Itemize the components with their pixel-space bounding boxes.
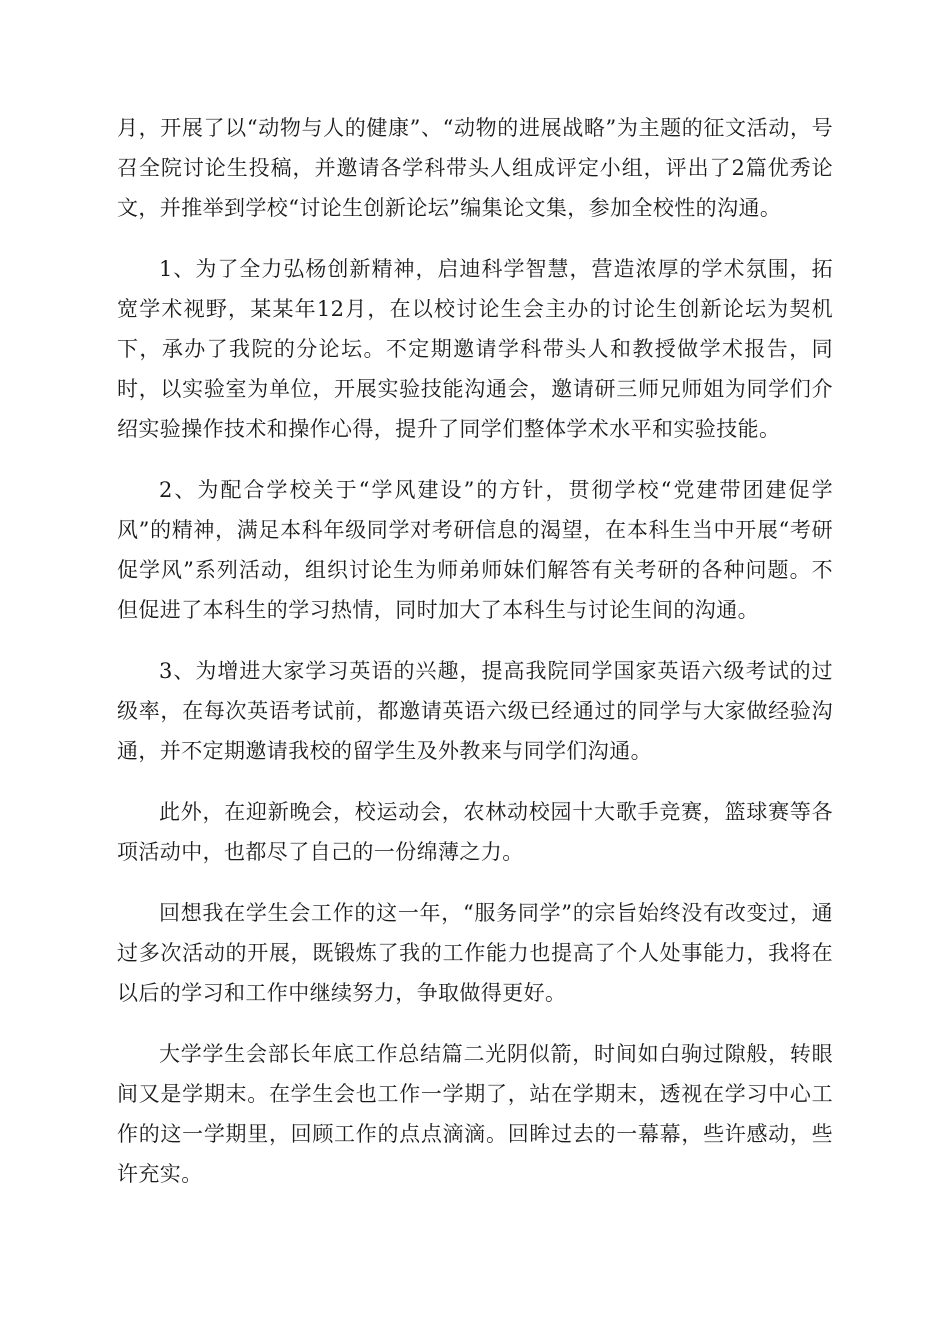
paragraph-other-activities: 此外，在迎新晚会，校运动会，农林动校园十大歌手竞赛，篮球赛等各项活动中，也都尽了自己的一份绵薄之力。: [117, 800, 833, 864]
paragraph-reflection: 回想我在学生会工作的这一年，“服务同学”的宗旨始终没有改变过，通过多次活动的开展，既锻炼了我的工作能力也提高了个人处事能力，我将在以后的学习和工作中继续努力，争取做得更好。: [117, 901, 833, 1005]
paragraph-item-1: 1、为了全力弘杨创新精神，启迪科学智慧，营造浓厚的学术氛围，拓宽学术视野，某某年12月，在以校讨论生会主办的讨论生创新论坛为契机下，承办了我院的分论坛。不定期邀请学科带头人和教授做学术报告，同时，以实验室为单位，开展实验技能沟通会，邀请研三师兄师姐为同学们介绍实验操作技术和操作心得，提升了同学们整体学术水平和实验技能。: [117, 257, 833, 441]
paragraph-item-2: 2、为配合学校关于“学风建设”的方针，贯彻学校“党建带团建促学风”的精神，满足本科年级同学对考研信息的渴望，在本科生当中开展“考研促学风”系列活动，组织讨论生为师弟师妹们解答有关考研的各种问题。不但促进了本科生的学习热情，同时加大了本科生与讨论生间的沟通。: [117, 478, 833, 622]
paragraph-summary-part-two: 大学学生会部长年底工作总结篇二光阴似箭，时间如白驹过隙般，转眼间又是学期末。在学生会也工作一学期了，站在学期末，透视在学习中心工作的这一学期里，回顾工作的点点滴滴。回眸过去的一幕幕，些许感动，些许充实。: [117, 1042, 833, 1186]
document-body: [117, 108, 833, 1215]
paragraph-continuation: 月，开展了以“动物与人的健康”、“动物的进展战略”为主题的征文活动，号召全院讨论生投稿，并邀请各学科带头人组成评定小组，评出了2篇优秀论文，并推举到学校“讨论生创新论坛”编集论文集，参加全校性的沟通。: [117, 116, 833, 220]
paragraph-item-3: 3、为增进大家学习英语的兴趣，提高我院同学国家英语六级考试的过级率，在每次英语考试前，都邀请英语六级已经通过的同学与大家做经验沟通，并不定期邀请我校的留学生及外教来与同学们沟通。: [117, 659, 833, 763]
